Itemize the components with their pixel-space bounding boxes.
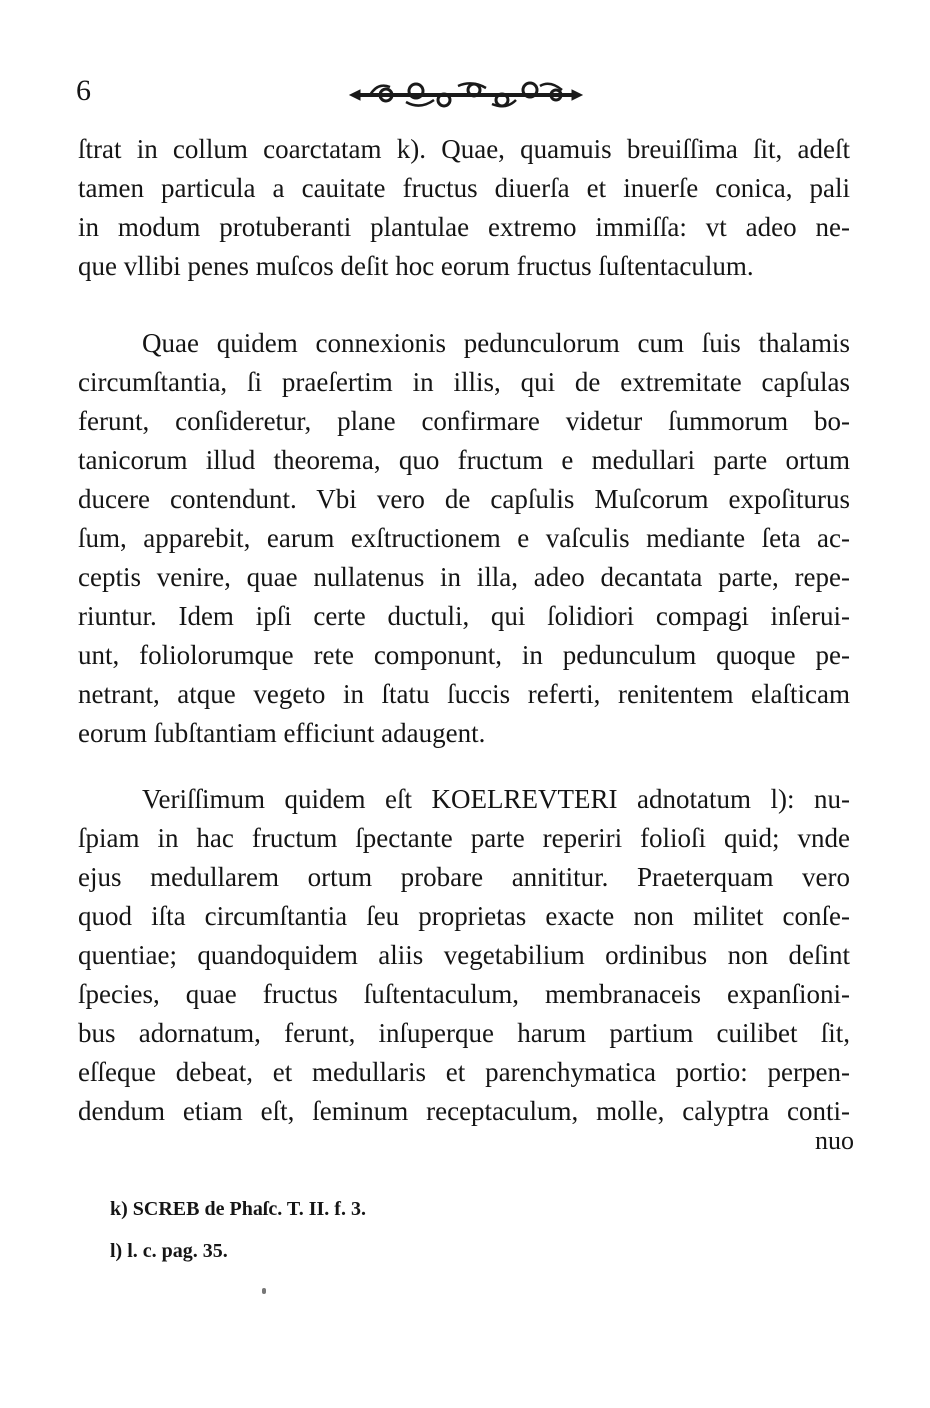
ink-speck	[262, 1288, 266, 1294]
text-line: Quae quidem connexionis pedunculorum cum ſuis thalamis	[142, 328, 850, 358]
text-line: tamen particula a cauitate fructus diuerſa et inuerſe conica, pali	[78, 173, 850, 203]
paragraph-3	[78, 780, 850, 1131]
text-line: quod iſta circumſtantia ſeu proprietas exacte non militet conſe-	[78, 901, 850, 931]
text-line: eorum ſubſtantiam efficiunt adaugent.	[78, 718, 486, 748]
text-line: bus adornatum, ferunt, inſuperque harum partium cuilibet ſit,	[78, 1018, 850, 1048]
text-line: que vllibi penes muſcos deſit hoc eorum fructus ſuſtentaculum.	[78, 251, 754, 281]
paragraph-1	[78, 130, 850, 286]
page-number: 6	[76, 74, 91, 107]
catchword: nuo	[815, 1126, 854, 1155]
text-line: tanicorum illud theorema, quo fructum e medullari parte ortum	[78, 445, 850, 475]
text-line: riuntur. Idem ipſi certe ductuli, qui ſolidiori compagi inſerui-	[78, 601, 850, 631]
text-line: ejus medullarem ortum probare annititur. Praeterquam vero	[78, 862, 850, 892]
text-line: in modum protuberanti plantulae extremo immiſſa: vt adeo ne-	[78, 212, 850, 242]
text-line: ſpecies, quae fructus ſuſtentaculum, membranaceis expanſioni-	[78, 979, 850, 1009]
text-line: ſpiam in hac fructum ſpectante parte reperiri folioſi quid; vnde	[78, 823, 850, 853]
paragraph-2	[78, 324, 850, 753]
text-line: ceptis venire, quae nullatenus in illa, adeo decantata parte, repe-	[78, 562, 850, 592]
text-line: quentiae; quandoquidem aliis vegetabilium ordinibus non deſint	[78, 940, 850, 970]
footnote-k: k) SCREB de Phaſc. T. II. f. 3.	[110, 1198, 366, 1220]
text-line: unt, foliolorumque rete componunt, in pedunculum quoque pe-	[78, 640, 850, 670]
footnote-l: l) l. c. pag. 35.	[110, 1240, 228, 1262]
text-line: netrant, atque vegeto in ſtatu ſuccis referti, renitentem elaſticam	[78, 679, 850, 709]
text-line: ducere contendunt. Vbi vero de capſulis Muſcorum expoſiturus	[78, 484, 850, 514]
text-line: Veriſſimum quidem eſt KOELREVTERI adnotatum l): nu-	[142, 784, 850, 814]
text-line: ſtrat in collum coarctatam k). Quae, quamuis breuiſſima ſit, adeſt	[78, 134, 850, 164]
text-line: dendum etiam eſt, ſeminum receptaculum, molle, calyptra conti-	[78, 1096, 850, 1126]
text-line: ſum, apparebit, earum exſtructionem e vaſculis mediante ſeta ac-	[78, 523, 850, 553]
text-line: circumſtantia, ſi praeſertim in illis, qui de extremitate capſulas	[78, 367, 850, 397]
decorative-headpiece-icon	[346, 78, 586, 112]
text-line: ferunt, conſideretur, plane confirmare videtur ſummorum bo-	[78, 406, 850, 436]
text-line: eſſeque debeat, et medullaris et parenchymatica portio: perpen-	[78, 1057, 850, 1087]
page-header	[74, 68, 864, 118]
